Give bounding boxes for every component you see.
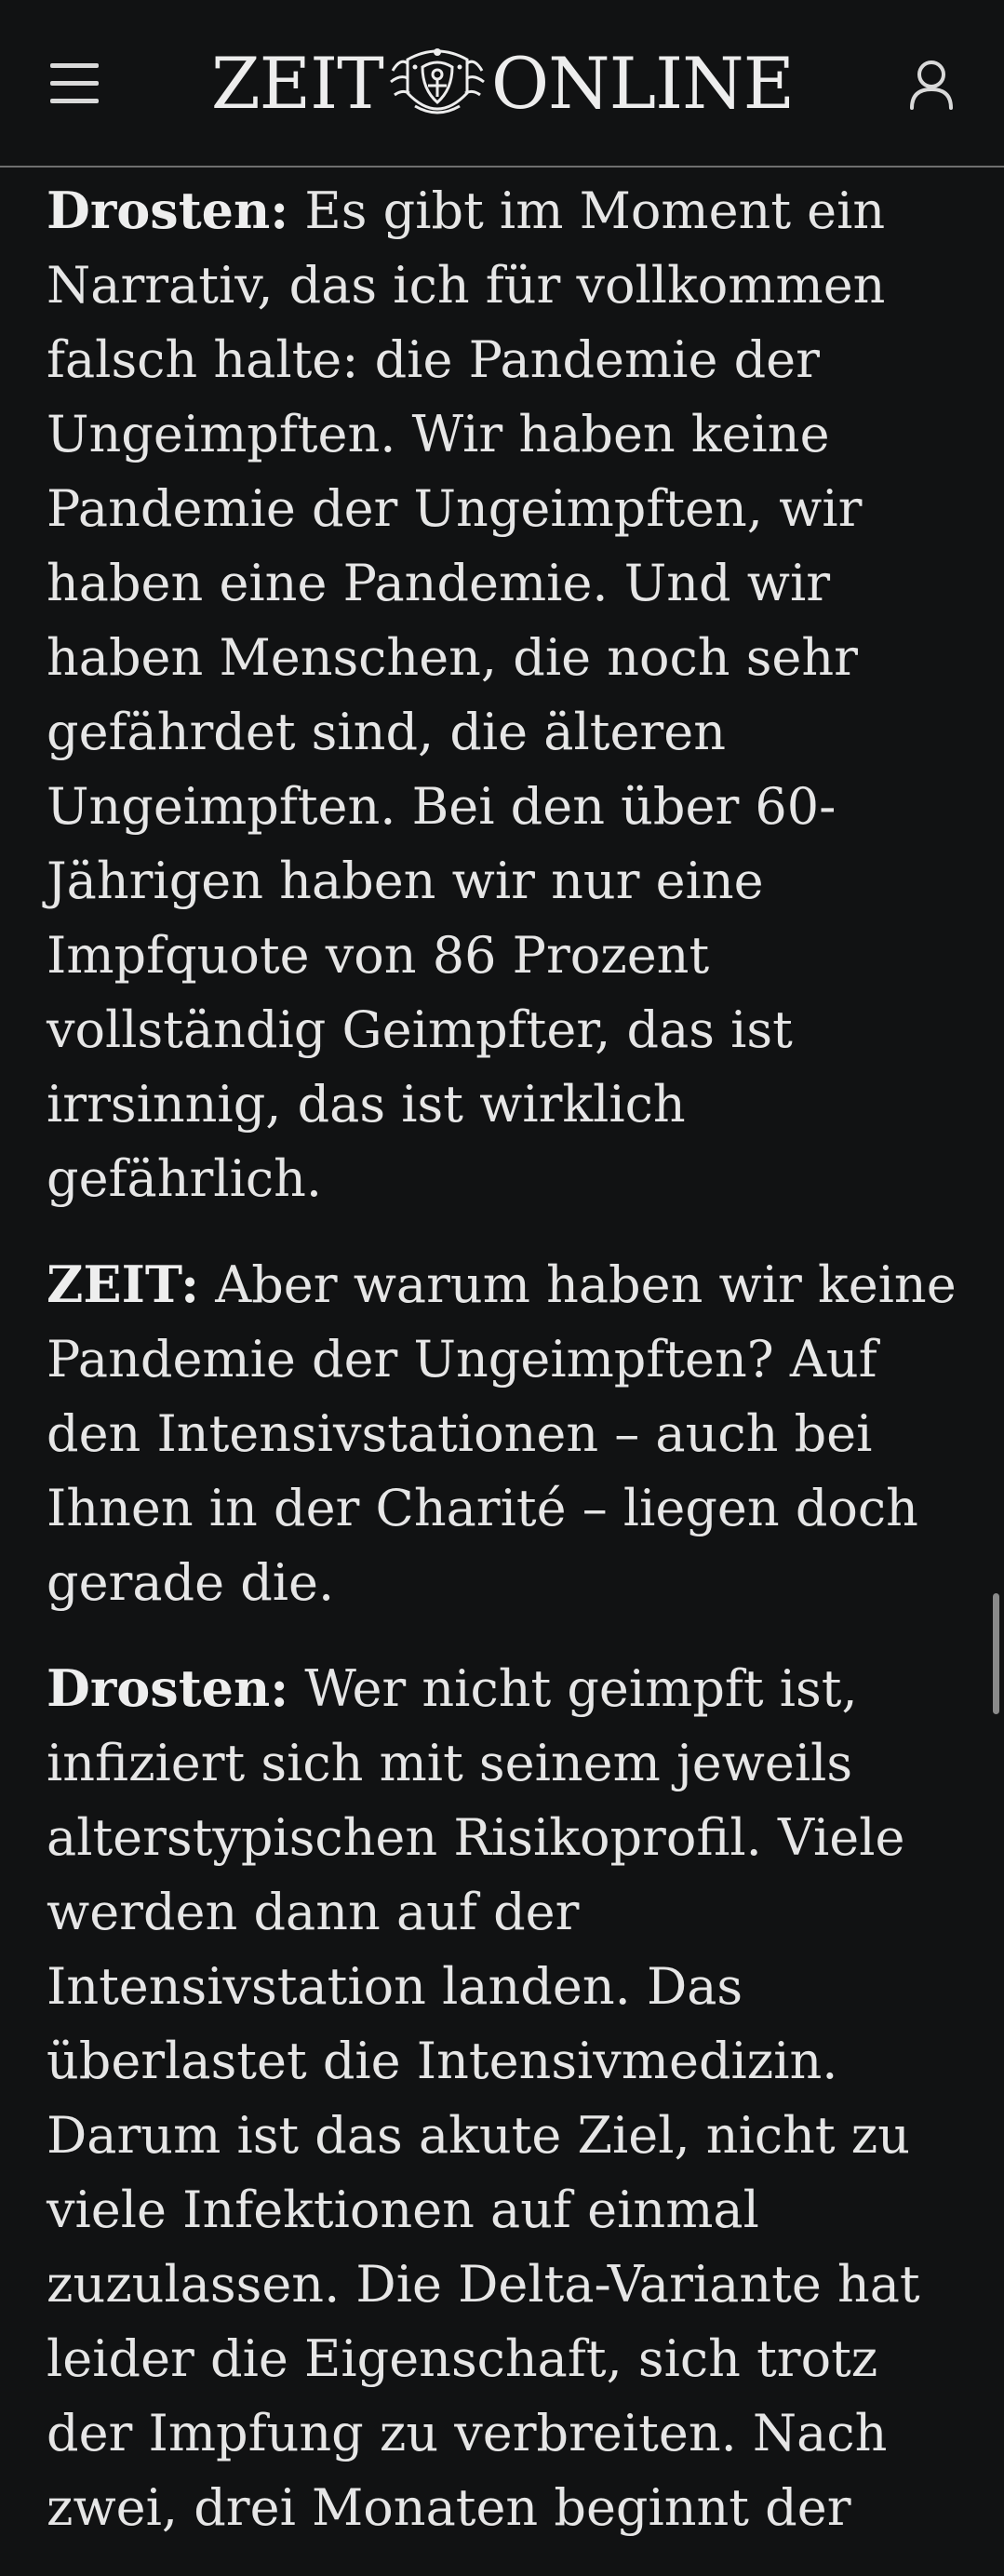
paragraph-text: Wer nicht geimpft ist, infiziert sich mit seinem jeweils alterstypischen Risikoprofil. Viele werden dann auf der Intensivstation landen. Das überlastet die Intensivmedizin. Darum ist das akute Ziel, nicht zu viele Infektionen auf einmal zuzulassen. Die Delta-Variante hat leider die Eigenschaft, sich trotz der Impfung zu verbreiten. Nach zwei, drei Monaten beginnt der [47, 1659, 920, 2537]
hamburger-menu-icon[interactable] [37, 54, 112, 114]
user-account-icon[interactable] [899, 52, 964, 117]
article-paragraph [47, 1651, 968, 2545]
speaker-label: ZEIT: [47, 1254, 200, 1314]
zeit-online-logo[interactable] [205, 37, 800, 130]
paragraph-text: Es gibt im Moment ein Narrativ, das ich für vollkommen falsch halte: die Pandemie der Ungeimpften. Wir haben keine Pandemie der Ungeimpften, wir haben eine Pandemie. Und wir haben Menschen, die noch sehr gefährdet sind, die älteren Ungeimpften. Bei den über 60-Jährigen haben wir nur eine Impfquote von 86 Prozent vollständig Geimpfter, das ist irrsinnig, das ist wirklich gefährlich. [47, 181, 886, 1208]
logo-word-online: ONLINE [490, 42, 795, 125]
menu-line [50, 81, 99, 86]
menu-line [50, 99, 99, 103]
article-body [47, 173, 968, 2576]
menu-line [50, 63, 99, 68]
speaker-label: Drosten: [47, 181, 289, 240]
page-scrollbar[interactable] [993, 1593, 999, 1714]
article-paragraph [47, 173, 968, 1216]
eagle-crest-icon [387, 39, 488, 128]
paragraph-text: Aber warum haben wir keine Pandemie der Ungeimpften? Auf den Intensivstationen – auch bei Ihnen in der Charité – liegen doch gerade die. [47, 1255, 957, 1612]
logo-word-zeit: ZEIT [210, 42, 383, 125]
article-paragraph [47, 1247, 968, 1620]
user-icon-glyph [899, 52, 964, 117]
top-navigation-bar [0, 0, 1004, 168]
speaker-label: Drosten: [47, 1658, 289, 1718]
